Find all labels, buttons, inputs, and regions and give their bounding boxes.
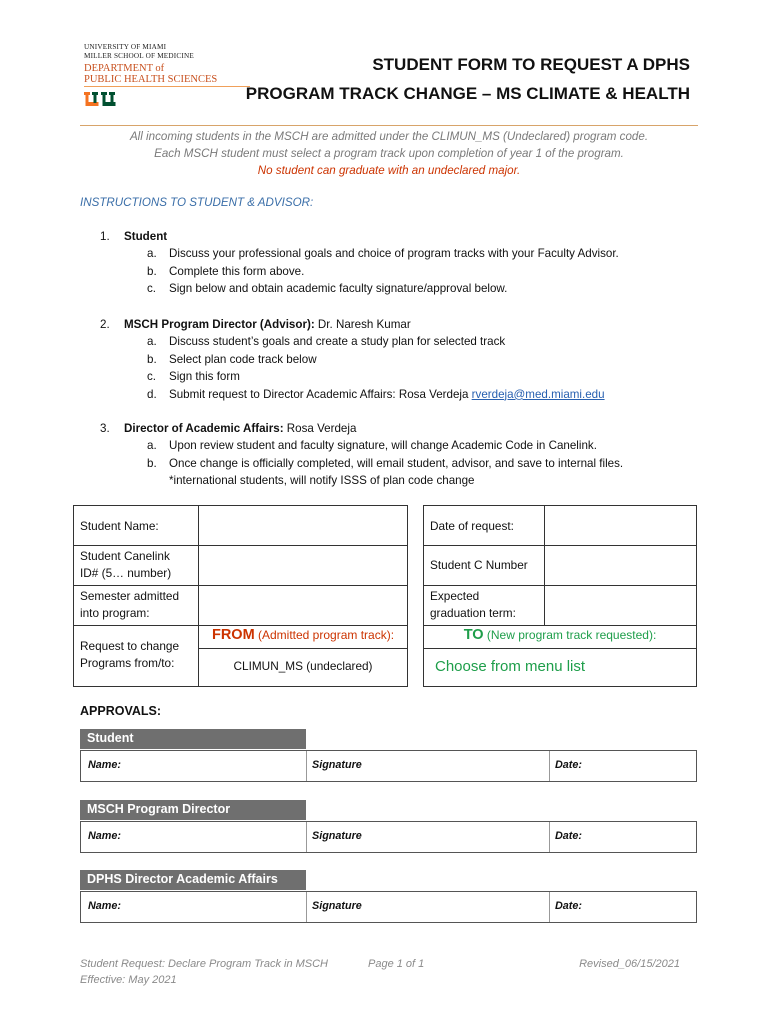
director-name: Rosa Verdeja	[283, 422, 357, 435]
c-number-field[interactable]	[544, 545, 697, 586]
cell-divider	[549, 751, 550, 781]
director-name: Dr. Naresh Kumar	[314, 318, 411, 331]
from-label: FROM	[211, 627, 255, 643]
graduation-term-field[interactable]	[544, 585, 697, 626]
section-title: Student	[124, 230, 168, 243]
approvals-heading: APPROVALS:	[80, 704, 162, 718]
list-item: b. Select plan code track below	[147, 352, 317, 366]
intro-line-2: Each MSCH student must select a program track upon completion of year 1 of the program.	[154, 147, 624, 160]
section-program-director	[100, 316, 605, 403]
label-semester-admitted: Semester admitted into program:	[73, 585, 199, 626]
list-item: c. Sign this form	[147, 370, 240, 384]
instructions-heading: INSTRUCTIONS TO STUDENT & ADVISOR:	[80, 196, 314, 209]
logo-school: MILLER SCHOOL OF MEDICINE	[84, 51, 194, 60]
name-label: Name:	[88, 900, 122, 912]
cell-divider	[549, 892, 550, 922]
title-line-1: STUDENT FORM TO REQUEST A DPHS	[372, 55, 690, 74]
department-logo	[84, 43, 250, 85]
section-academic-affairs	[100, 420, 623, 490]
footer-left	[80, 956, 328, 988]
label-date-request: Date of request:	[423, 505, 545, 546]
footer-revised-date: Revised_06/15/2021	[579, 958, 680, 970]
list-item: a. Discuss your professional goals and choice of program tracks with your Faculty Advisor.	[147, 247, 619, 261]
logo-university: UNIVERSITY OF MIAMI	[84, 43, 167, 51]
signature-label: Signature	[312, 759, 362, 771]
name-label: Name:	[88, 830, 122, 842]
list-item: d. Submit request to Director Academic Affairs: Rosa Verdeja rverdeja@med.miami.edu	[147, 387, 605, 401]
from-header	[198, 625, 408, 649]
logo-department: DEPARTMENT of	[84, 63, 165, 74]
list-item-continuation: *international students, will notify ISSS of plan code change	[169, 474, 475, 488]
section-number: 3.	[100, 422, 110, 435]
intro-line-1: All incoming students in the MSCH are admitted under the CLIMUN_MS (Undeclared) program code.	[129, 130, 649, 143]
section-student	[100, 228, 619, 298]
cell-divider	[306, 751, 307, 781]
approval-student-header: Student	[80, 729, 306, 749]
intro-warning: No student can graduate with an undeclared major.	[257, 164, 521, 177]
signature-label: Signature	[312, 830, 362, 842]
label-student-name: Student Name:	[73, 505, 199, 546]
section-title: Director of Academic Affairs:	[124, 422, 284, 435]
approval-student-row[interactable]	[80, 750, 697, 782]
label-graduation-term: Expected graduation term:	[423, 585, 545, 626]
to-header	[423, 625, 697, 649]
dropdown-value: Choose from menu list	[435, 658, 586, 675]
label-request-change: Request to change Programs from/to:	[73, 625, 199, 687]
date-label: Date:	[555, 759, 582, 771]
from-sublabel: (Admitted program track):	[254, 628, 395, 642]
section-number: 1.	[100, 230, 110, 243]
u-logo-icon	[84, 92, 116, 107]
student-name-field[interactable]	[198, 505, 408, 546]
header-divider	[80, 125, 698, 126]
date-label: Date:	[555, 900, 582, 912]
approval-director-header: MSCH Program Director	[80, 800, 306, 820]
logo-department-name: PUBLIC HEALTH SCIENCES	[84, 74, 218, 85]
section-title: MSCH Program Director (Advisor):	[124, 318, 315, 331]
footer-document-name: Student Request: Declare Program Track in MSCH	[80, 958, 328, 970]
footer-effective-date: Effective: May 2021	[80, 974, 177, 986]
signature-label: Signature	[312, 900, 362, 912]
new-track-dropdown[interactable]	[423, 648, 697, 687]
approval-director-row[interactable]	[80, 821, 697, 853]
cell-divider	[306, 892, 307, 922]
list-item: b. Once change is officially completed, will email student, advisor, and save to internal files.	[147, 456, 624, 470]
intro-text	[80, 128, 698, 179]
approval-academic-affairs-row[interactable]	[80, 891, 697, 923]
email-link[interactable]: rverdeja@med.miami.edu	[471, 387, 605, 401]
to-label: TO	[463, 627, 484, 643]
logo-rule	[84, 86, 250, 87]
section-number: 2.	[100, 318, 110, 331]
date-request-field[interactable]	[544, 505, 697, 546]
semester-admitted-field[interactable]	[198, 585, 408, 626]
list-item: a. Upon review student and faculty signature, will change Academic Code in Canelink.	[147, 439, 597, 453]
cell-divider	[306, 822, 307, 852]
name-label: Name:	[88, 759, 122, 771]
list-item: a. Discuss student’s goals and create a study plan for selected track	[147, 335, 506, 349]
to-sublabel: (New program track requested):	[483, 628, 657, 642]
cell-divider	[549, 822, 550, 852]
canelink-id-field[interactable]	[198, 545, 408, 586]
title-line-2: PROGRAM TRACK CHANGE – MS CLIMATE & HEALTH	[245, 84, 690, 103]
list-item: b. Complete this form above.	[147, 264, 305, 278]
from-program-value: CLIMUN_MS (undeclared)	[198, 648, 408, 687]
label-canelink-id: Student Canelink ID# (5… number)	[73, 545, 199, 586]
label-c-number: Student C Number	[423, 545, 545, 586]
form-title	[246, 50, 690, 108]
list-item: c. Sign below and obtain academic faculty signature/approval below.	[147, 282, 508, 296]
approval-academic-affairs-header: DPHS Director Academic Affairs	[80, 870, 306, 890]
footer-page-number: Page 1 of 1	[368, 958, 425, 970]
date-label: Date:	[555, 830, 582, 842]
